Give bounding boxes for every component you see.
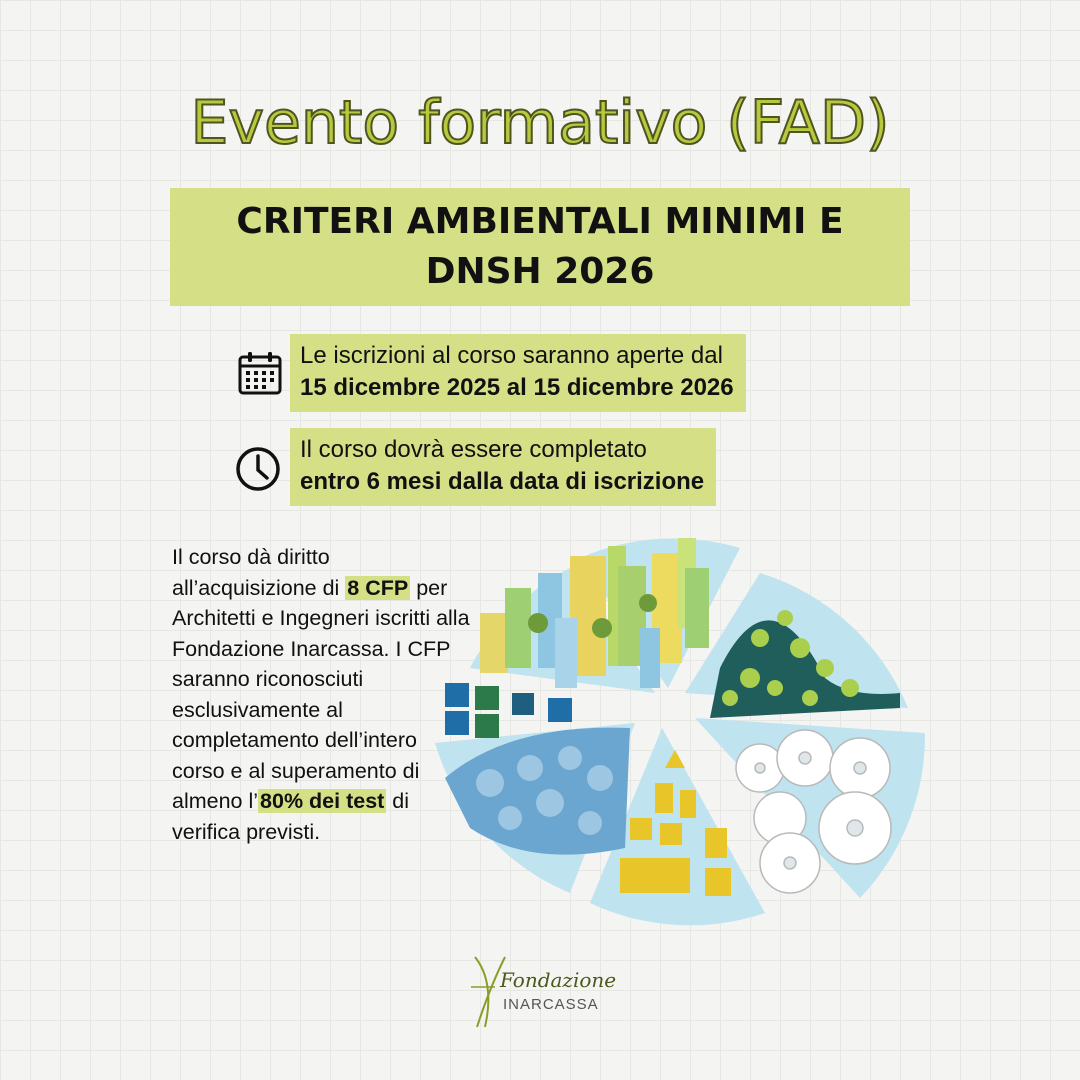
course-title: CRITERI AMBIENTALI MINIMI E DNSH 2026 xyxy=(236,201,844,292)
sustainability-pie-illustration xyxy=(430,528,930,928)
cfp-highlight: 8 CFP xyxy=(347,575,409,600)
completion-info xyxy=(234,428,716,506)
logo-name: Fondazione xyxy=(500,968,617,992)
completion-deadline: entro 6 mesi dalla data di iscrizione xyxy=(300,468,705,495)
registration-info xyxy=(234,334,746,412)
blue-green-cubes xyxy=(445,683,572,738)
clock-icon xyxy=(234,441,286,493)
completion-box xyxy=(290,428,716,506)
course-description xyxy=(172,542,472,847)
calendar-icon xyxy=(234,347,286,399)
course-title-banner xyxy=(170,188,910,306)
description-part3: di verifica previsti. xyxy=(172,789,410,844)
logo-org: INARCASSA xyxy=(503,996,599,1013)
description-part1: Il corso dà diritto all’acquisizione di xyxy=(172,545,346,600)
registration-line1: Le iscrizioni al corso saranno aperte dal xyxy=(300,342,723,369)
registration-box xyxy=(290,334,746,412)
main-title: Evento formativo (FAD) xyxy=(190,88,890,158)
test-highlight: 80% dei test xyxy=(260,789,385,813)
completion-line1: Il corso dovrà essere completato xyxy=(300,436,647,463)
description-part2: per Architetti e Ingegneri iscritti alla Fondazione Inarcassa. I CFP saranno riconosciuti esclusivamente al completamento dell’intero corso e al superamento di almeno l’ xyxy=(172,575,470,813)
registration-dates: 15 dicembre 2025 al 15 dicembre 2026 xyxy=(300,374,734,401)
fondazione-logo-mark xyxy=(465,952,625,1032)
